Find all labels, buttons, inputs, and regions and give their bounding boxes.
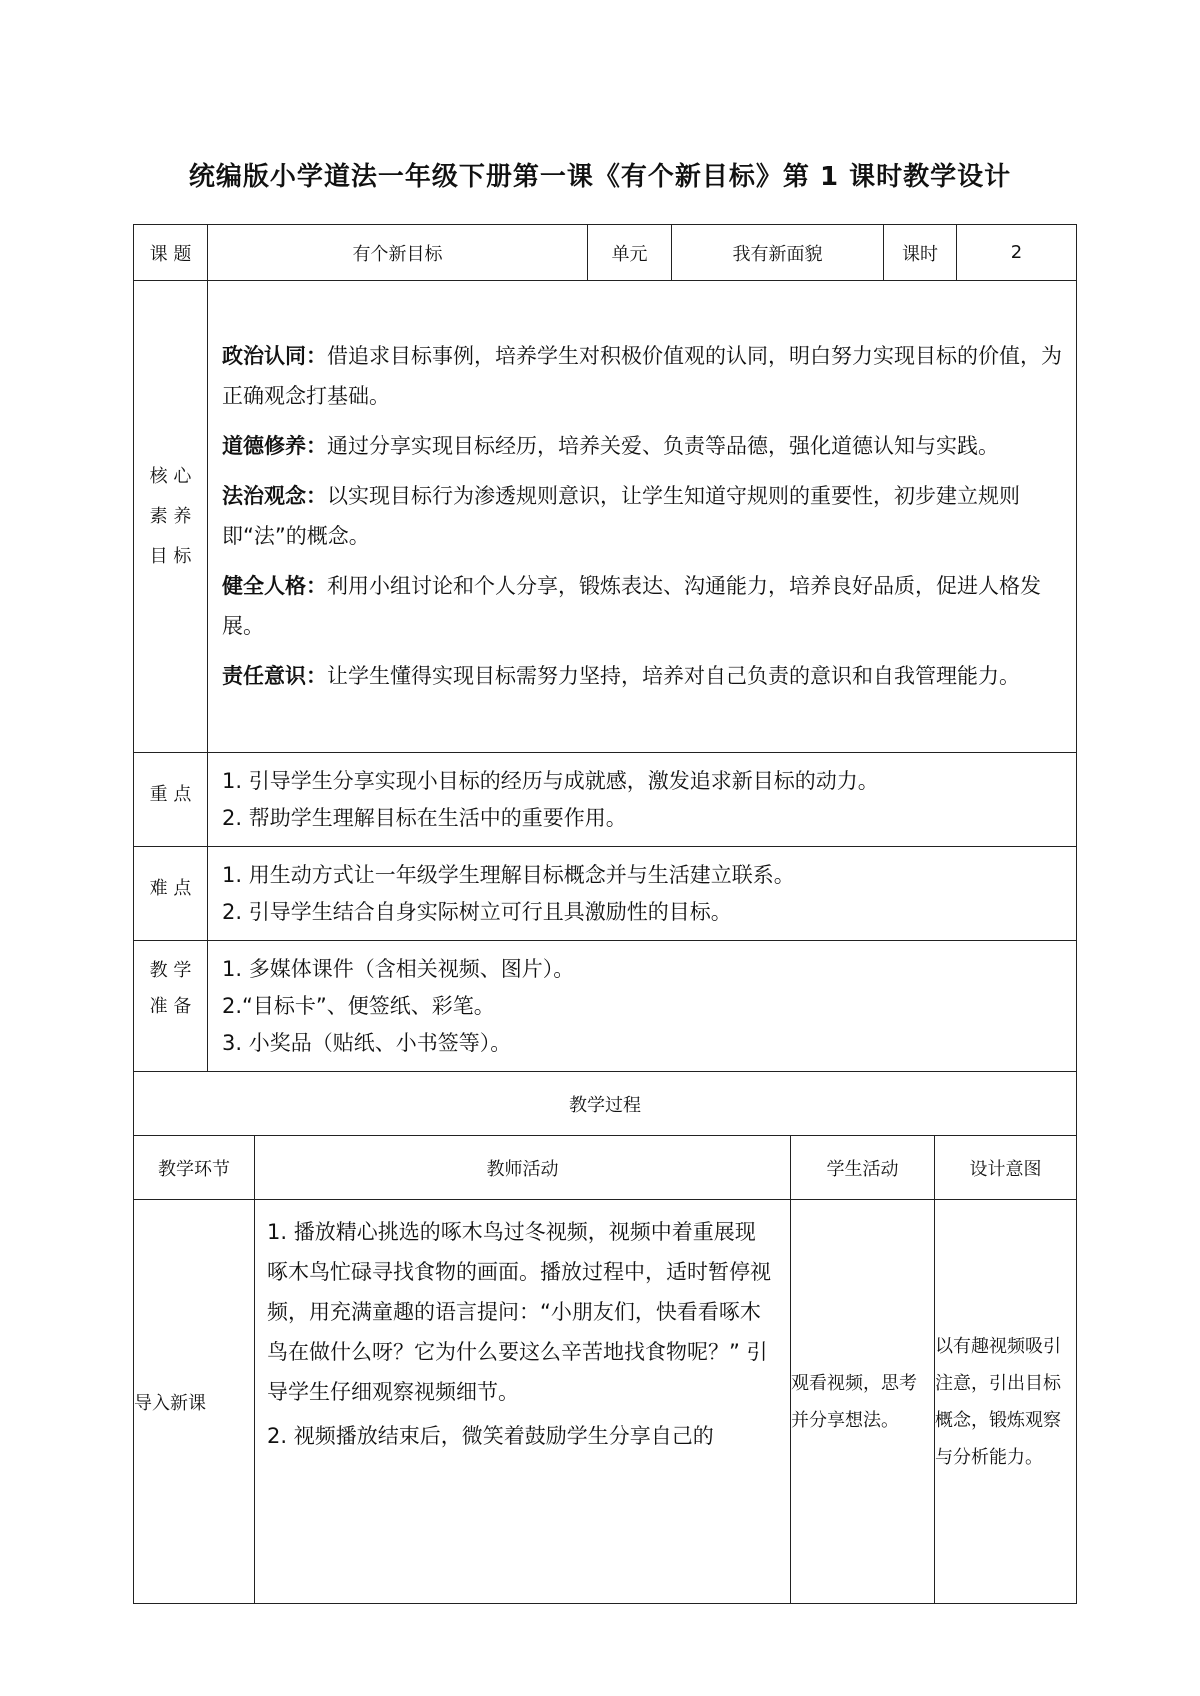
- difficulties-row: [134, 847, 1077, 941]
- preparation-content: [208, 941, 1077, 1072]
- header-row: [134, 225, 1077, 281]
- goal-political: [208, 326, 1076, 416]
- process-row: [134, 1200, 1077, 1604]
- goal-moral: [208, 416, 1076, 466]
- subject-label: 课 题: [134, 225, 208, 281]
- process-heading-row: [134, 1072, 1077, 1136]
- core-label-line: 素 养: [149, 505, 192, 527]
- core-goals-label: [134, 281, 208, 753]
- period-label: 课时: [884, 225, 957, 281]
- difficulty-item: 1. 用生动方式让一年级学生理解目标概念并与生活建立联系。: [222, 862, 795, 887]
- goal-responsibility: [208, 646, 1076, 708]
- unit-value: 我有新面貌: [672, 225, 884, 281]
- goal-heading: 政治认同：: [222, 343, 327, 368]
- preparation-label-line: 教 学: [149, 960, 192, 981]
- core-label-line: 核 心: [149, 465, 192, 487]
- difficulty-item: 2. 引导学生结合自身实际树立可行且具激励性的目标。: [222, 899, 732, 924]
- difficulties-label: 难 点: [134, 847, 208, 941]
- preparation-row: [134, 941, 1077, 1072]
- lesson-info-table: [133, 224, 1077, 1072]
- goal-text: 以实现目标行为渗透规则意识，让学生知道守规则的重要性，初步建立规则即“法”的概念。: [222, 483, 1020, 548]
- goal-heading: 健全人格：: [222, 573, 327, 598]
- column-teacher: 教师活动: [255, 1136, 791, 1200]
- goal-heading: 责任意识：: [222, 663, 327, 688]
- core-goals-row: [134, 281, 1077, 753]
- teacher-activity-item: 1. 播放精心挑选的啄木鸟过冬视频，视频中着重展现啄木鸟忙碌寻找食物的画面。播放过程中，适时暂停视频，用充满童趣的语言提问：“小朋友们，快看看啄木鸟在做什么呀？它为什么要这么辛苦地找食物呢？” 引导学生仔细观察视频细节。: [267, 1220, 771, 1404]
- design-intent-cell: 以有趣视频吸引注意，引出目标概念，锻炼观察与分析能力。: [935, 1200, 1077, 1604]
- column-intent: 设计意图: [935, 1136, 1077, 1200]
- key-point-item: 2. 帮助学生理解目标在生活中的重要作用。: [222, 805, 627, 830]
- goal-text: 利用小组讨论和个人分享，锻炼表达、沟通能力，培养良好品质，促进人格发展。: [222, 573, 1041, 638]
- preparation-item: 2.“目标卡”、便签纸、彩笔。: [222, 993, 495, 1018]
- preparation-label-line: 准 备: [149, 996, 192, 1017]
- preparation-label: [134, 941, 208, 1072]
- key-points-row: [134, 753, 1077, 847]
- goal-text: 通过分享实现目标经历，培养关爱、负责等品德，强化道德认知与实践。: [327, 433, 999, 458]
- process-columns-row: [134, 1136, 1077, 1200]
- key-points-content: [208, 753, 1077, 847]
- teaching-process-table: [133, 1071, 1077, 1604]
- key-points-label: 重 点: [134, 753, 208, 847]
- goal-personality: [208, 556, 1076, 646]
- stage-cell: 导入新课: [134, 1200, 255, 1604]
- difficulties-content: [208, 847, 1077, 941]
- goal-heading: 道德修养：: [222, 433, 327, 458]
- teacher-activity-item: 2. 视频播放结束后，微笑着鼓励学生分享自己的: [267, 1424, 714, 1448]
- page-title: 统编版小学道法一年级下册第一课《有个新目标》第 1 课时教学设计: [188, 162, 1012, 192]
- teacher-activity-cell: [255, 1200, 791, 1604]
- goal-text: 借追求目标事例，培养学生对积极价值观的认同，明白努力实现目标的价值，为正确观念打基础。: [222, 343, 1062, 408]
- preparation-item: 1. 多媒体课件（含相关视频、图片）。: [222, 956, 575, 981]
- goal-law: [208, 466, 1076, 556]
- period-value: 2: [957, 225, 1077, 281]
- core-label-line: 目 标: [149, 545, 192, 567]
- process-heading: 教学过程: [134, 1072, 1077, 1136]
- column-student: 学生活动: [791, 1136, 935, 1200]
- goal-heading: 法治观念：: [222, 483, 327, 508]
- subject-value: 有个新目标: [208, 225, 588, 281]
- goal-text: 让学生懂得实现目标需努力坚持，培养对自己负责的意识和自我管理能力。: [327, 663, 1020, 688]
- key-point-item: 1. 引导学生分享实现小目标的经历与成就感，激发追求新目标的动力。: [222, 768, 879, 793]
- unit-label: 单元: [588, 225, 672, 281]
- preparation-item: 3. 小奖品（贴纸、小书签等）。: [222, 1030, 512, 1055]
- core-goals-content: [208, 281, 1077, 753]
- column-stage: 教学环节: [134, 1136, 255, 1200]
- student-activity-cell: 观看视频，思考并分享想法。: [791, 1200, 935, 1604]
